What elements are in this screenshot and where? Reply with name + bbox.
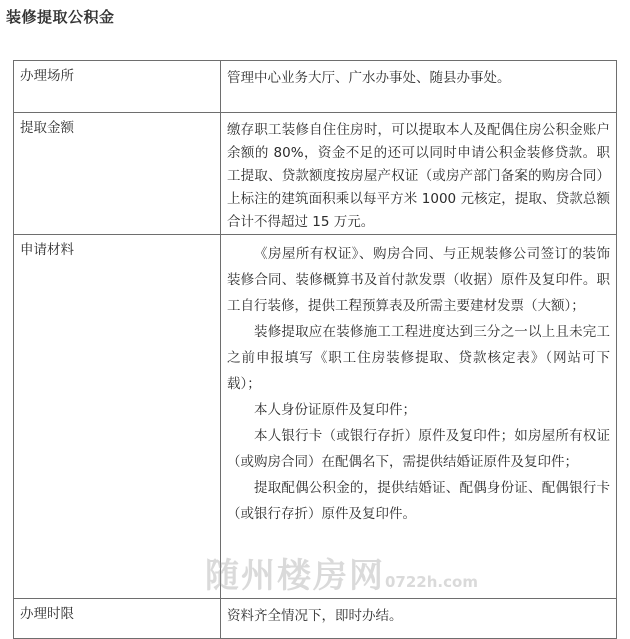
page-title: 装修提取公积金 xyxy=(6,8,115,26)
table-row xyxy=(14,61,617,113)
watermark-text: 随州楼房网 xyxy=(205,556,385,596)
row-value xyxy=(221,599,617,639)
row-value xyxy=(221,235,617,599)
watermark-domain: 0722h.com xyxy=(385,573,478,591)
table-row xyxy=(14,113,617,235)
info-table xyxy=(13,60,617,639)
value-paragraph: 本人银行卡（或银行存折）原件及复印件；如房屋所有权证（或购房合同）在配偶名下，需提供结婚证原件及复印件； xyxy=(227,428,610,470)
row-label: 办理场所 xyxy=(14,61,221,113)
value-paragraph: 提取配偶公积金的，提供结婚证、配偶身份证、配偶银行卡（或银行存折）原件及复印件。 xyxy=(227,480,610,522)
row-value xyxy=(221,61,617,113)
table-row xyxy=(14,599,617,639)
row-label: 提取金额 xyxy=(14,113,221,235)
value-paragraph: 装修提取应在装修施工工程进度达到三分之一以上且未完工之前申报填写《职工住房装修提取、贷款核定表》（网站可下载）； xyxy=(227,324,610,392)
value-paragraph: 管理中心业务大厅、广水办事处、随县办事处。 xyxy=(227,70,511,86)
value-paragraph: 资料齐全情况下，即时办结。 xyxy=(227,608,403,624)
value-paragraph: 本人身份证原件及复印件； xyxy=(254,402,416,418)
value-paragraph: 《房屋所有权证》、购房合同、与正规装修公司签订的装饰装修合同、装修概算书及首付款发票（收据）原件及复印件。职工自行装修，提供工程预算表及所需主要建材发票（大额）； xyxy=(227,246,610,314)
row-value xyxy=(221,113,617,235)
table-row xyxy=(14,235,617,599)
row-label: 办理时限 xyxy=(14,599,221,639)
value-paragraph: 缴存职工装修自住住房时，可以提取本人及配偶住房公积金账户余额的 80%，资金不足的还可以同时申请公积金装修贷款。职工提取、贷款额度按房屋产权证（或房产部门备案的购房合同）上标注的建筑面积乘以每平方米 1000 元核定，提取、贷款总额合计不得超过 15 万元。 xyxy=(227,122,610,230)
row-label: 申请材料 xyxy=(14,235,221,599)
